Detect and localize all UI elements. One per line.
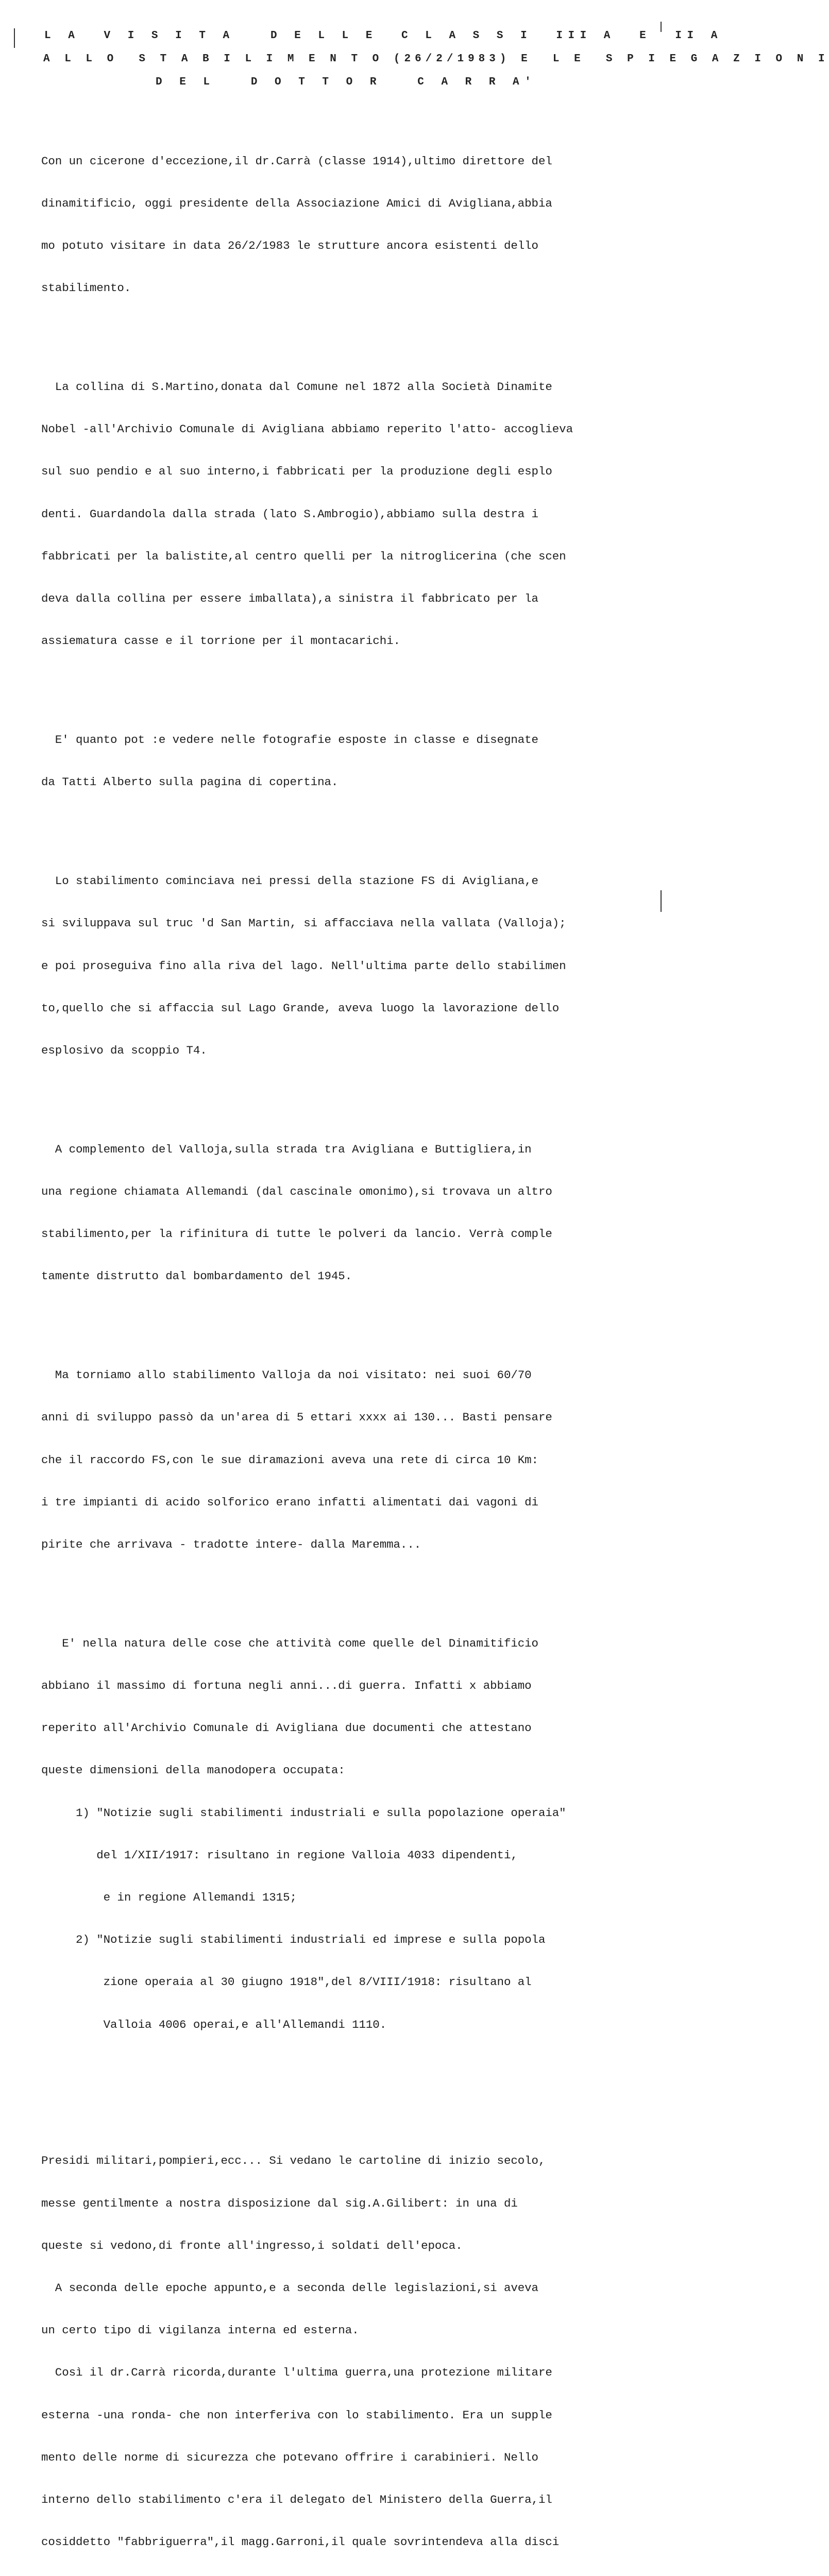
text-line: A seconda delle epoche appunto,e a seconda delle legislazioni,si aveva bbox=[41, 2281, 538, 2295]
text-line: pirite che arrivava - tradotte intere- dalla Maremma... bbox=[41, 1538, 421, 1552]
text-line: anni di sviluppo passò da un'area di 5 ettari xxxx ai 130... Basti pensare bbox=[41, 1411, 552, 1425]
text-line: to,quello che si affaccia sul Lago Grande, aveva luogo la lavorazione dello bbox=[41, 1001, 560, 1015]
text-line: mento delle norme di sicurezza che potevano offrire i carabinieri. Nello bbox=[41, 2450, 538, 2464]
text-line: E' quanto pot :e vedere nelle fotografie esposte in classe e disegnate bbox=[41, 733, 538, 747]
text-line: queste si vedono,di fronte all'ingresso,i soldati dell'epoca. bbox=[41, 2239, 463, 2252]
paragraph-5 bbox=[41, 1114, 659, 1312]
title-line-3: D E L D O T T O R C A R R A' bbox=[156, 76, 537, 88]
right-margin-mark-bottom bbox=[661, 890, 662, 912]
text-line: reperito all'Archivio Comunale di Avigliana due documenti che attestano bbox=[41, 1721, 532, 1735]
text-line: mo potuto visitare in data 26/2/1983 le strutture ancora esistenti dello bbox=[41, 239, 538, 253]
text-line: abbiano il massimo di fortuna negli anni...di guerra. Infatti x abbiamo bbox=[41, 1679, 532, 1693]
text-line: dinamitificio, oggi presidente della Associazione Amici di Avigliana,abbia bbox=[41, 196, 552, 210]
text-line: Nobel -all'Archivio Comunale di Avigliana abbiamo reperito l'atto- accoglieva bbox=[41, 422, 573, 436]
text-line: esplosivo da scoppio T4. bbox=[41, 1043, 207, 1057]
paragraph-1 bbox=[41, 126, 659, 324]
text-line: che il raccordo FS,con le sue diramazioni aveva una rete di circa 10 Km: bbox=[41, 1453, 538, 1467]
text-line: Lo stabilimento cominciava nei pressi della stazione FS di Avigliana,e bbox=[41, 874, 538, 888]
list-item: Valloia 4006 operai,e all'Allemandi 1110. bbox=[41, 2018, 387, 2031]
text-line: A complemento del Valloja,sulla strada tra Avigliana e Buttigliera,in bbox=[41, 1142, 532, 1156]
paragraph-2 bbox=[41, 352, 659, 676]
text-line: Ma torniamo allo stabilimento Valloja da noi visitato: nei suoi 60/70 bbox=[41, 1368, 532, 1382]
title-line-1: L A V I S I T A D E L L E C L A S S I III A E II A bbox=[44, 30, 723, 42]
text-line: cosiddetto "fabbriguerra",il magg.Garroni,il quale sovrintendeva alla disci bbox=[41, 2535, 560, 2549]
text-line: assiematura casse e il torrione per il montacarichi. bbox=[41, 634, 400, 648]
paragraph-4 bbox=[41, 846, 659, 1086]
text-line: i tre impianti di acido solforico erano infatti alimentati dai vagoni di bbox=[41, 1495, 538, 1509]
text-line: si sviluppava sul truc 'd San Martin, si affacciava nella vallata (Valloja); bbox=[41, 917, 566, 930]
text-line: queste dimensioni della manodopera occupata: bbox=[41, 1764, 345, 1777]
text-line: un certo tipo di vigilanza interna ed esterna. bbox=[41, 2324, 359, 2337]
text-line: Con un cicerone d'eccezione,il dr.Carrà (classe 1914),ultimo direttore del bbox=[41, 154, 552, 168]
text-line: fabbricati per la balistite,al centro quelli per la nitroglicerina (che scen bbox=[41, 549, 566, 563]
text-line: E' nella natura delle cose che attività come quelle del Dinamitificio bbox=[41, 1636, 538, 1650]
paragraph-3 bbox=[41, 705, 659, 818]
document-body bbox=[41, 98, 659, 2576]
text-line: esterna -una ronda- che non interferiva con lo stabilimento. Era un supple bbox=[41, 2408, 552, 2422]
list-item: 1) "Notizie sugli stabilimenti industriali e sulla popolazione operaia" bbox=[41, 1806, 566, 1820]
text-line: Così il dr.Carrà ricorda,durante l'ultima guerra,una protezione militare bbox=[41, 2366, 552, 2380]
list-item: zione operaia al 30 giugno 1918",del 8/VIII/1918: risultano al bbox=[41, 1975, 532, 1989]
list-item: del 1/XII/1917: risultano in regione Valloia 4033 dipendenti, bbox=[41, 1848, 518, 1862]
paragraph-gap bbox=[41, 2089, 659, 2098]
text-line: una regione chiamata Allemandi (dal cascinale omonimo),si trovava un altro bbox=[41, 1184, 552, 1198]
text-line: e poi proseguiva fino alla riva del lago. Nell'ultima parte dello stabilimen bbox=[41, 959, 566, 973]
list-item: 2) "Notizie sugli stabilimenti industriali ed imprese e sulla popola bbox=[41, 1933, 546, 1947]
text-line: sul suo pendio e al suo interno,i fabbricati per la produzione degli esplo bbox=[41, 465, 552, 479]
text-line: Presidi militari,pompieri,ecc... Si vedano le cartoline di inizio secolo, bbox=[41, 2154, 546, 2168]
list-item: e in regione Allemandi 1315; bbox=[41, 1891, 297, 1905]
text-line: da Tatti Alberto sulla pagina di copertina. bbox=[41, 775, 339, 789]
text-line: La collina di S.Martino,donata dal Comune nel 1872 alla Società Dinamite bbox=[41, 380, 552, 394]
text-line: interno dello stabilimento c'era il delegato del Ministero della Guerra,il bbox=[41, 2493, 552, 2506]
text-line: stabilimento. bbox=[41, 281, 131, 295]
text-line: tamente distrutto dal bombardamento del 1945. bbox=[41, 1269, 352, 1283]
text-line: messe gentilmente a nostra disposizione dal sig.A.Gilibert: in una di bbox=[41, 2196, 518, 2210]
left-margin-mark bbox=[14, 28, 15, 48]
text-line: denti. Guardandola dalla strada (lato S.Ambrogio),abbiamo sulla destra i bbox=[41, 507, 538, 521]
title-line-2: A L L O S T A B I L I M E N T O (26/2/1983) E L E S P I E G A Z I O N I bbox=[43, 53, 829, 65]
paragraph-7 bbox=[41, 1608, 659, 2060]
text-line: stabilimento,per la rifinitura di tutte le polveri da lancio. Verrà comple bbox=[41, 1227, 552, 1241]
text-line: deva dalla collina per essere imballata),a sinistra il fabbricato per la bbox=[41, 592, 538, 606]
paragraph-6 bbox=[41, 1340, 659, 1580]
paragraph-8 bbox=[41, 2126, 659, 2576]
